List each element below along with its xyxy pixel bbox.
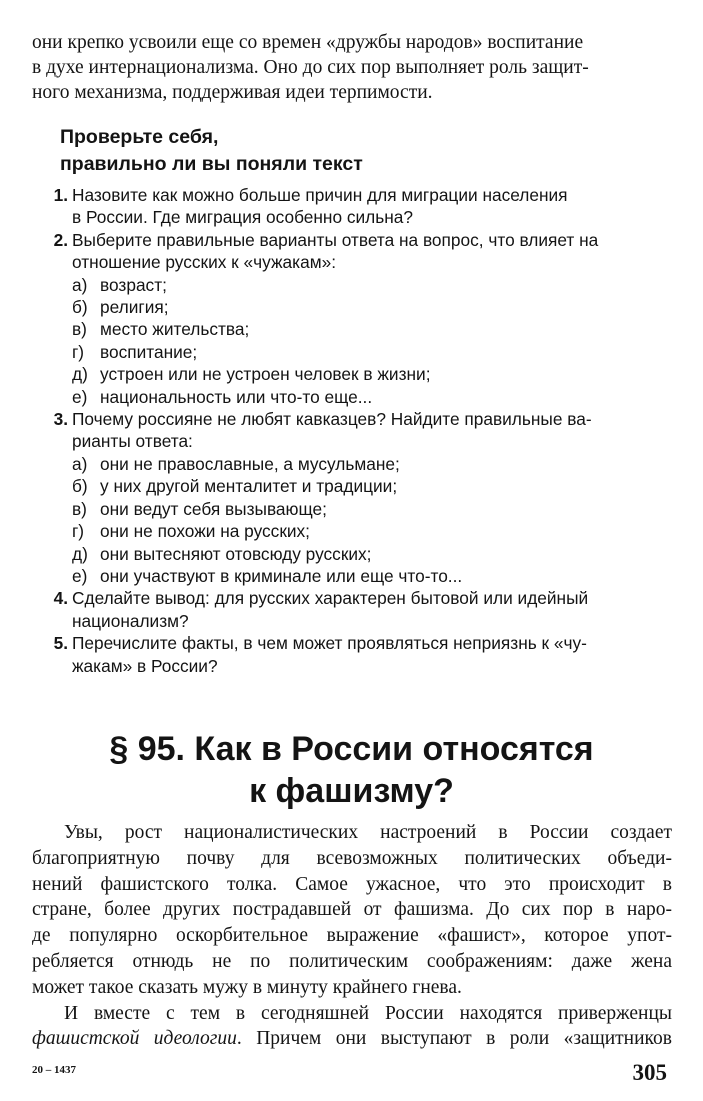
- section-title-line: к фашизму?: [249, 772, 454, 810]
- intro-line: ного механизма, поддерживая идеи терпимости.: [32, 82, 433, 103]
- question-text: в России. Где миграция особенно сильна?: [72, 207, 414, 228]
- question-text: Почему россияне не любят кавказцев? Найдите правильные ва-: [72, 409, 592, 430]
- paragraph-line: де популярно оскорбительное выражение «фашист», которое упот-: [32, 925, 672, 947]
- question-text: Выберите правильные варианты ответа на вопрос, что влияет на: [72, 229, 599, 250]
- intro-line: они крепко усвоили еще со времен «дружбы народов» воспитание: [32, 32, 584, 53]
- question-text: жакам» в России?: [72, 655, 218, 676]
- question-number: 4.: [53, 588, 68, 609]
- intro-line: в духе интернационализма. Оно до сих пор выполняет роль защит-: [32, 57, 589, 78]
- option-text: они не православные, а мусульмане;: [100, 453, 400, 474]
- question-text: отношение русских к «чужакам»:: [72, 252, 337, 273]
- question-item: [40, 587, 670, 632]
- paragraph-line: Увы, рост националистических настроений в России создает: [64, 822, 672, 843]
- option-text: религия;: [100, 297, 169, 318]
- paragraph-line: благоприятную почву для всевозможных политических объеди-: [32, 847, 672, 869]
- question-text: Назовите как можно больше причин для миграции населения: [72, 185, 568, 205]
- option-letter: а): [72, 453, 88, 474]
- option-letter: а): [72, 274, 88, 295]
- option-letter: е): [72, 386, 88, 407]
- option-letter: е): [72, 565, 88, 586]
- question-item: [40, 229, 670, 408]
- option-text: они ведут себя вызывающе;: [100, 498, 327, 519]
- question-number: 5.: [53, 633, 68, 654]
- section-title: [0, 728, 703, 812]
- question-item: [40, 184, 670, 229]
- paragraph-line: ребляется отнюдь не по политическим соображениям: даже жена: [32, 950, 672, 972]
- option-text: они не похожи на русских;: [100, 521, 310, 542]
- page-number: 305: [632, 1060, 667, 1085]
- paragraph-line: И вместе с тем в сегодняшней России находятся приверженцы: [64, 1002, 672, 1024]
- body-text: [32, 820, 672, 1052]
- option-text: национальность или что-то еще...: [100, 386, 373, 407]
- option-text: у них другой менталитет и традиции;: [100, 476, 398, 497]
- answer-option: [72, 453, 670, 475]
- question-text: рианты ответа:: [72, 431, 193, 452]
- answer-option: [72, 318, 670, 340]
- option-text: они вытесняют отовсюду русских;: [100, 543, 372, 564]
- option-letter: г): [72, 521, 85, 542]
- question-item: [40, 632, 670, 677]
- check-yourself-heading: [60, 124, 363, 178]
- option-letter: в): [72, 498, 87, 519]
- option-letter: б): [72, 476, 88, 497]
- answer-option: [72, 274, 670, 296]
- paragraph-line: нений фашистского толка. Самое ужасное, что это происходит в: [32, 873, 672, 895]
- answer-option: [72, 386, 670, 408]
- question-number: 2.: [53, 229, 68, 250]
- question-text: Сделайте вывод: для русских характерен бытовой или идейный: [72, 588, 589, 609]
- answer-option: [72, 543, 670, 565]
- paragraph-line: [32, 1026, 672, 1052]
- section-title-line: § 95. Как в России относятся: [109, 730, 594, 768]
- option-text: они участвуют в криминале или еще что-то...: [100, 565, 463, 586]
- check-heading-line: правильно ли вы поняли текст: [60, 153, 363, 175]
- option-text: воспитание;: [100, 341, 198, 362]
- question-number: 1.: [53, 185, 68, 205]
- answer-option: [72, 520, 670, 542]
- option-text: возраст;: [100, 274, 167, 295]
- answer-option: [72, 363, 670, 385]
- answer-option: [72, 341, 670, 363]
- italic-term: фашистской идеологии: [32, 1028, 237, 1050]
- question-item: [40, 408, 670, 587]
- answer-option: [72, 296, 670, 318]
- answer-option: [72, 475, 670, 497]
- paragraph-line: стране, более других пострадавшей от фашизма. До сих пор в наро-: [32, 899, 672, 921]
- answer-option: [72, 565, 670, 587]
- option-letter: г): [72, 341, 85, 362]
- signature-code: 20 – 1437: [32, 1064, 76, 1076]
- option-letter: б): [72, 297, 88, 318]
- paragraph-line: может такое сказать мужу в минуту крайнего гнева.: [32, 976, 462, 998]
- option-text: место жительства;: [100, 319, 250, 340]
- option-letter: д): [72, 364, 88, 385]
- question-list: [40, 184, 670, 677]
- question-number: 3.: [53, 409, 68, 430]
- option-letter: в): [72, 319, 87, 340]
- check-heading-line: Проверьте себя,: [60, 126, 219, 148]
- option-text: устроен или не устроен человек в жизни;: [100, 364, 431, 385]
- question-text: национализм?: [72, 610, 189, 631]
- question-text: Перечислите факты, в чем может проявляться неприязнь к «чу-: [72, 633, 587, 654]
- option-letter: д): [72, 543, 88, 564]
- answer-option: [72, 498, 670, 520]
- intro-paragraph: [32, 30, 672, 105]
- paragraph-text: . Причем они выступают в роли «защитников: [236, 1028, 672, 1050]
